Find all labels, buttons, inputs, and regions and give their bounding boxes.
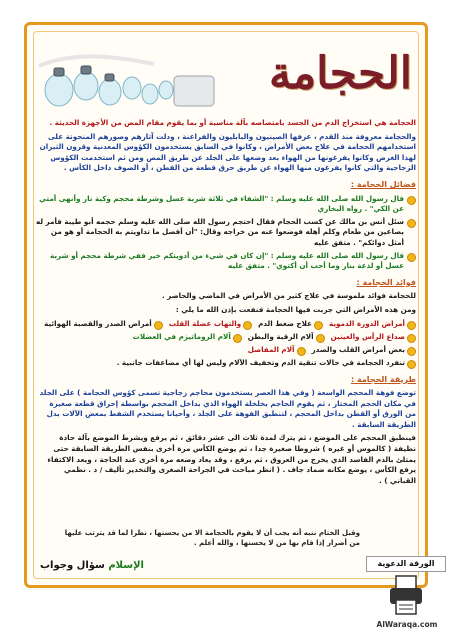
benefit-item [44, 319, 163, 330]
header [34, 46, 420, 116]
bullet-icon [297, 347, 306, 356]
brand-part-2: سؤال وجواب [40, 560, 105, 571]
bullet-icon [314, 321, 323, 330]
bullet-icon [407, 360, 416, 369]
intro-definition: الحجامة هي استخراج الدم من الجسد بامتصاصه بآلة مناسبة أو بما يقوم مقام المص من الأجهزة الحديثة . [49, 118, 416, 127]
bullet-icon [407, 253, 416, 262]
bullet-icon [154, 321, 163, 330]
cupping-cups-image [34, 46, 224, 114]
bullet-icon [243, 321, 252, 330]
virtues-heading: فضائل الحجامة : [350, 179, 416, 189]
method-paragraph-2: فينطبق المحجم على الموضع ، ثم يترك لمدة ثلاث الى عشر دقائق ، ثم يرفع ويشرط الموضع بآلة حادة نظيفة ( كالموس أو غيره ) شروطا صغيرة جدا ، ثم يوضع الكأس مرة أخرى بنفس الطريقة السابقة حتى يمتلئ بالدم الفاسد الذي يخرج من العروق ، ثم يرفع ، وقد يعاد وضعه مرة أخرى عند الحاجة ، ويعد الاكتفاء يرفع الكأس ، يوضع مكانه ضماد جاف . ( انظر مباحث في الجراحة الصغرى والتخدير تأليف / د . نظمي القباني ) . [47, 433, 416, 485]
benefit-item [331, 332, 416, 343]
benefit-text: والتهاب عضلة القلب [168, 318, 242, 328]
brand-logo [40, 560, 144, 571]
method-heading: طريقة الحجامة : [351, 374, 416, 384]
badge-label: الورقة الدعوية [366, 556, 446, 572]
benefit-text: تنفرد الحجامة في حالات تنقية الدم وتخفيف الآلام وليس لها أي مضاعفات جانبية . [116, 357, 405, 367]
method-paragraph-1: توضع فوهة المحجم الواسعة ( وفي هذا العصر يستخدمون محاجم زجاجية تسمى كؤوس الحجامة ) على الجلد في مكان الحجم المختار ، ثم يقوم الحاجم بخلخلة الهواء الذي بداخل المحجم بواسطة إحراق قطعة صغيرة من الورق أو القطن بداخل المحجم ، لتنطبق الفوهة على الجلد ، وأحيانا يستخدم الشفط بمعض الآلات بدل الطريقة السابقة . [39, 388, 416, 429]
benefit-item [258, 319, 323, 330]
bullet-icon [407, 347, 416, 356]
bullet-icon [407, 321, 416, 330]
benefits-list [36, 319, 416, 369]
benefit-text: آلام المفاصل [247, 344, 295, 354]
benefit-text: آلام الرقبة والبطن [247, 331, 314, 341]
virtue-item [36, 217, 416, 249]
bullet-icon [407, 334, 416, 343]
brand-part-1: الإسلام [108, 560, 144, 571]
virtue-text: قال رسول الله صلى الله عليه وسلم : "الشفاء في ثلاثة شربة عسل وشرطة محجم وكية نار وأنهى أمتي عن الكي" . رواه البخاري [39, 193, 404, 214]
intro-history: والحجامة معروفة منذ القدم ، عرفها الصينيون والبابليون والفراعنة ، ودلت آثارهم وصورهم المنحوتة على استخدامهم الحجامة في علاج بعض الأمراض ، وكانوا في السابق يستخدمون الكؤوس المعدنية وقرون الثيران لهذا الغرض وكانوا يفرغونها من الهواء بعد وضعها على الجلد عن طريق المص ومن ثم استخدمت الكؤوس الزجاجية والتي كانوا يفرغون منها الهواء عن طريق حرق قطعة من القطن ، أو الصوف داخل الكأس . [39, 131, 416, 173]
benefit-item [169, 319, 252, 330]
alwaraqa-badge[interactable] [368, 556, 446, 636]
benefits-heading: فوائد الحجامة : [356, 277, 416, 287]
page-title: الحجامة [269, 48, 412, 99]
bullet-icon [407, 219, 416, 228]
virtue-text: سئل أنس بن مالك عن كسب الحجام فقال احتجم رسول الله صلى الله عليه وسلم حجمه أبو طيبة فأمر له بصاعين من طعام وكلم أهله فوضعوا عنه من خراجه وقال: "أن أفضل ما تداويتم به الحجامة أو هو من أمثل دوائكم" . متفق عليه [35, 216, 404, 247]
benefit-text: صداع الرأس والعينين [330, 331, 405, 341]
benefit-item [329, 319, 416, 330]
benefit-text: آلام الروماتيزم في العضلات [132, 331, 231, 341]
article-body [36, 118, 416, 558]
benefit-item [248, 345, 306, 356]
benefit-item [248, 332, 325, 343]
virtue-text: قال رسول الله صلى الله عليه وسلم : "إن كان في شيء من أدويتكم خير ففي شرطة محجم أو شربة عسل أو لذعة بنار وما أحب أن أكتوي" . متفق عليه [49, 250, 404, 271]
badge-site: AlWaraqa.com [376, 620, 438, 629]
printer-icon [388, 574, 424, 616]
closing-note: وقبل الختام ننبه أنه يجب أن لا يقوم بالحجامة الا من يحسنها ، نظرا لما قد يترتب عليها من أضرار إذا قام بها من لا يحسنها ، والله أعلم . [64, 529, 360, 547]
benefit-text: أمراض الدورة الدموية [328, 318, 405, 328]
virtue-item [36, 194, 416, 215]
benefit-text: علاج ضغط الدم [258, 318, 312, 328]
bullet-icon [316, 334, 325, 343]
virtue-item [36, 251, 416, 272]
bullet-icon [233, 334, 242, 343]
benefits-intro-2: ومن هذه الأمراض التي جربت فيها الحجامة فنفعت بإذن الله ما يلي : [175, 304, 416, 314]
benefit-item [133, 332, 242, 343]
benefit-text: أمراض الصدر والقصبة الهوائية [44, 318, 152, 328]
benefit-item [312, 345, 416, 356]
benefits-intro-1: للحجامة فوائد ملموسة في علاج كثير من الأمراض في الماضي والحاضر . [161, 291, 416, 301]
bullet-icon [407, 196, 416, 205]
benefit-text: بعض أمراض القلب والصدر [311, 344, 405, 354]
benefit-item [117, 358, 416, 369]
